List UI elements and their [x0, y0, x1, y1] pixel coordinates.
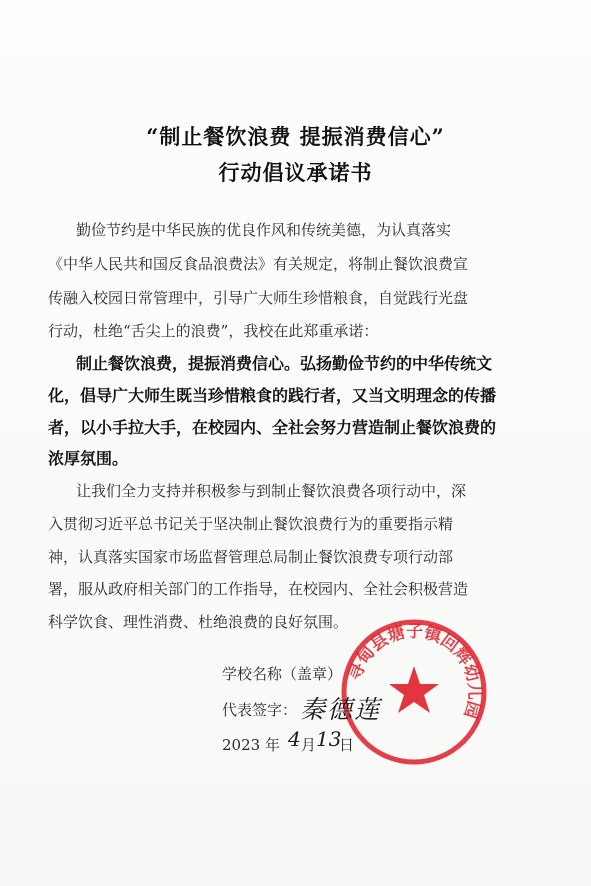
- document-title-line-2: 行动倡议承诺书: [218, 160, 373, 185]
- paragraph-1-line-3: 传融入校园日常管理中，引导广大师生珍惜粮食，自觉践行光盘: [48, 289, 469, 307]
- representative-signature: 秦德莲: [300, 695, 382, 724]
- paragraph-1-line-2: 《中华人民共和国反食品浪费法》有关规定，将制止餐饮浪费宣: [48, 255, 469, 273]
- date-day-handwritten: 13: [316, 727, 342, 751]
- school-name-label: 学校名称（盖章）: [222, 665, 343, 683]
- representative-label: 代表签字：: [222, 701, 298, 719]
- paragraph-3-line-3: 神，认真落实国家市场监督管理总局制止餐饮浪费专项行动部: [48, 548, 454, 566]
- paragraph-2-line-4: 浓厚氛围。: [48, 449, 129, 468]
- paragraph-1-line-1: 勤俭节约是中华民族的优良作风和传统美德，为认真落实: [76, 221, 452, 239]
- paragraph-3-line-1: 让我们全力支持并积极参与到制止餐饮浪费各项行动中，深: [76, 482, 467, 500]
- date-day-unit: 日: [339, 736, 355, 754]
- paragraph-2-line-1: 制止餐饮浪费，提振消费信心。弘扬勤俭节约的中华传统文: [76, 354, 493, 373]
- paragraph-2-line-2: 化，倡导广大师生既当珍惜粮食的践行者，又当文明理念的传播: [48, 386, 497, 405]
- paragraph-3-line-2: 入贯彻习近平总书记关于坚决制止餐饮浪费行为的重要指示精: [48, 515, 454, 533]
- date-year: 2023 年: [222, 736, 280, 754]
- paragraph-3-line-5: 科学饮食、理性消费、杜绝浪费的良好氛围。: [48, 613, 349, 631]
- date-month-handwritten: 4: [288, 727, 301, 751]
- paragraph-3-line-4: 署，服从政府相关部门的工作指导，在校园内、全社会积极营造: [48, 580, 469, 598]
- seal-star-icon: [389, 666, 439, 713]
- document-title-line-1: “制止餐饮浪费 提振消费信心”: [146, 124, 445, 149]
- seal-text: 寻甸县塘子镇回辉幼儿园: [345, 621, 485, 721]
- date-month-unit: 月: [301, 736, 317, 754]
- paragraph-1-line-4: 行动，杜绝“舌尖上的浪费”，我校在此郑重承诺：: [48, 322, 379, 340]
- paragraph-2-line-3: 者，以小手拉大手，在校园内、全社会努力营造制止餐饮浪费的: [48, 418, 497, 437]
